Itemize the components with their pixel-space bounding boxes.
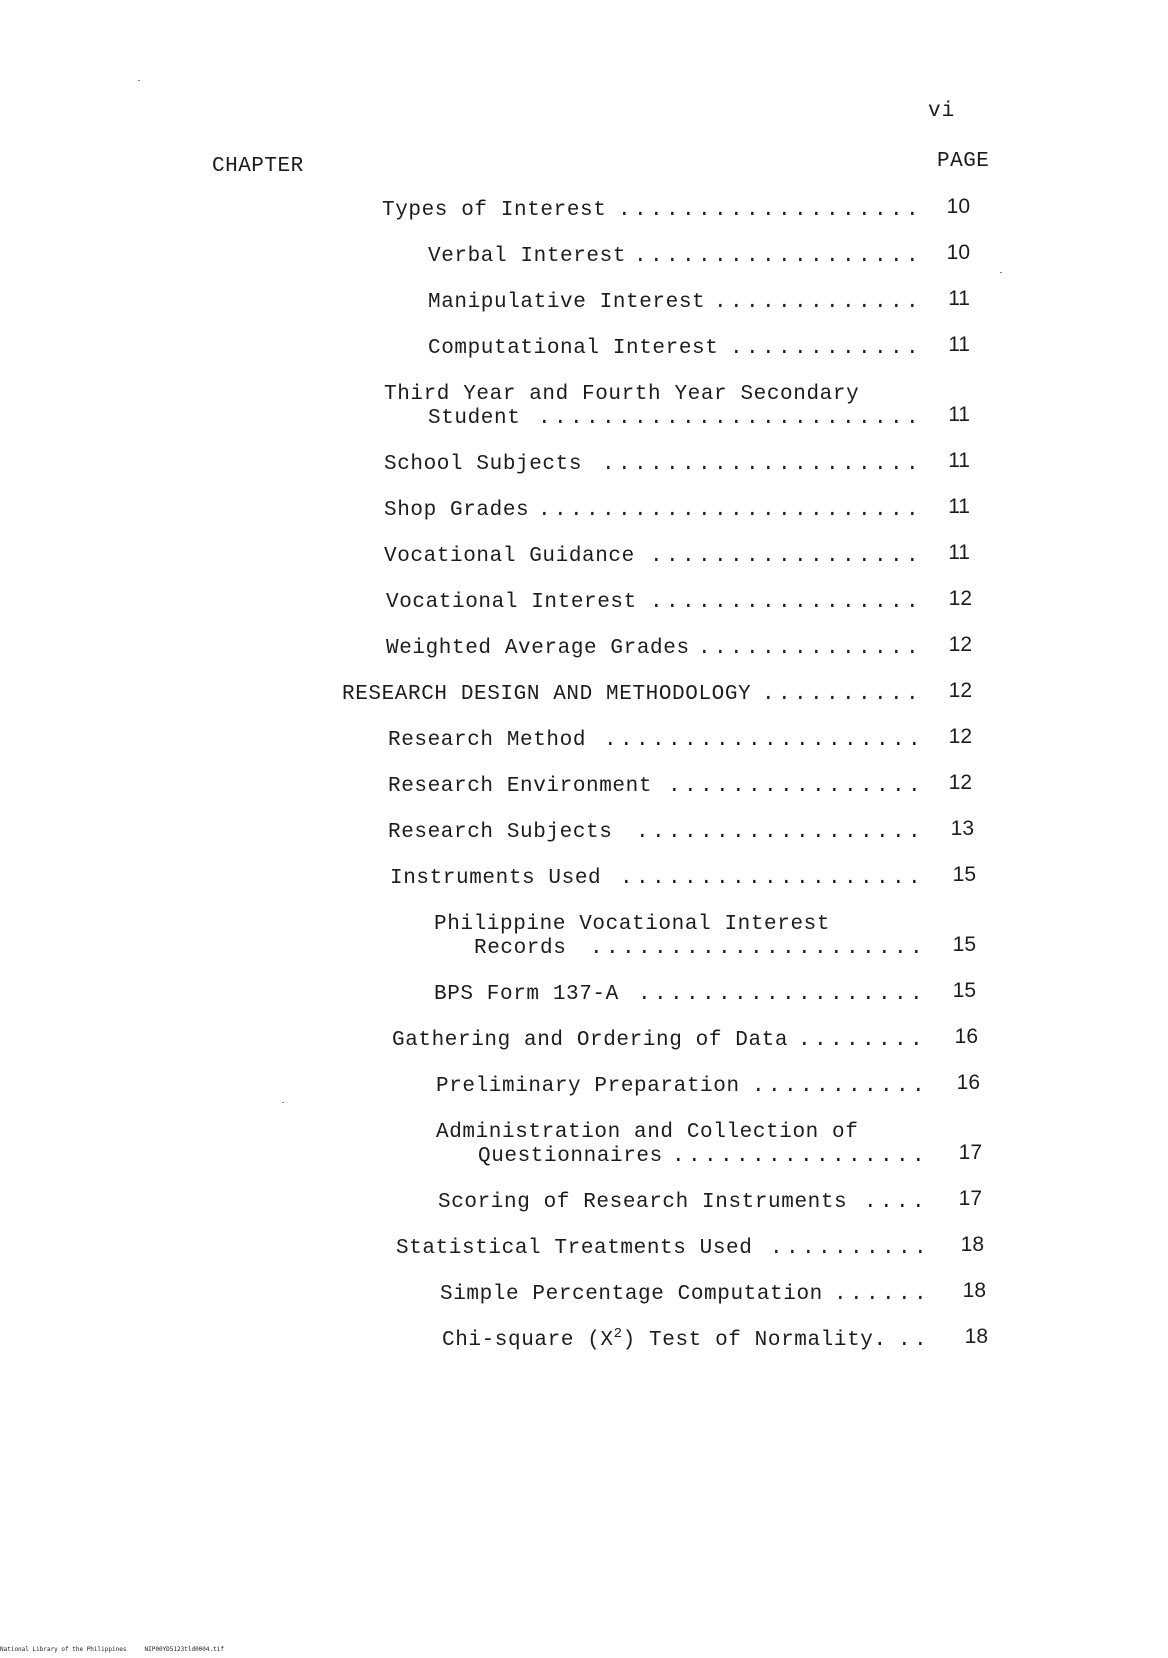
toc-entry-page: 15 [952, 863, 976, 886]
toc-entry-title: Instruments Used [390, 867, 602, 890]
toc-entry-title-continued: Student [428, 407, 521, 430]
leader-dots: ........................ [538, 407, 923, 430]
toc-entry-page: 18 [964, 1325, 988, 1348]
leader-dots: ........ [798, 1029, 927, 1052]
toc-entry-page: 18 [962, 1279, 986, 1302]
toc-entry-title: Administration and Collection of [436, 1121, 859, 1144]
toc-entry-page: 12 [948, 587, 972, 610]
toc-entry-page: 12 [948, 633, 972, 656]
leader-dots: .................... [602, 453, 923, 476]
scan-speck [1000, 272, 1002, 273]
toc-entry-title: Philippine Vocational Interest [434, 913, 831, 936]
toc-entry-title-continued: Records [474, 937, 567, 960]
toc-entry-title: Scoring of Research Instruments [438, 1191, 848, 1214]
scan-speck [138, 80, 140, 81]
leader-dots: ...... [834, 1283, 931, 1306]
toc-entry-page: 16 [956, 1071, 980, 1094]
leader-dots: .................. [638, 983, 927, 1006]
toc-entry-title: Weighted Average Grades [386, 637, 690, 660]
toc-entry-title [442, 1328, 887, 1354]
toc-entry-title: Types of Interest [382, 199, 607, 222]
toc-entry-title: Gathering and Ordering of Data [392, 1029, 789, 1052]
superscript: 2 [613, 1326, 623, 1342]
leader-dots: .................... [604, 729, 925, 752]
toc-entry-page: 11 [948, 449, 970, 472]
scan-speck [282, 1102, 284, 1103]
toc-entry-title: RESEARCH DESIGN AND METHODOLOGY [342, 683, 752, 706]
leader-dots: ........................ [538, 499, 923, 522]
toc-entry-page: 10 [946, 195, 970, 218]
chapter-heading: CHAPTER [212, 155, 304, 178]
leader-dots: .......... [770, 1237, 931, 1260]
leader-dots: ........... [752, 1075, 929, 1098]
page-number: vi [928, 100, 956, 123]
toc-entry-title: Third Year and Fourth Year Secondary [384, 383, 860, 406]
toc-entry-title: Research Method [388, 729, 587, 752]
leader-dots: .......... [762, 683, 923, 706]
toc-entry-page: 17 [958, 1141, 982, 1164]
toc-entry-page: 17 [958, 1187, 982, 1210]
toc-entry-title: Manipulative Interest [428, 291, 706, 314]
toc-entry-title: Vocational Interest [386, 591, 637, 614]
leader-dots: ................ [672, 1145, 929, 1168]
toc-entry-page: 12 [948, 679, 972, 702]
leader-dots: ............. [714, 291, 923, 314]
leader-dots: ................. [650, 591, 923, 614]
toc-entry-title: Statistical Treatments Used [396, 1237, 753, 1260]
page-heading: PAGE [937, 150, 990, 173]
toc-entry-title: Simple Percentage Computation [440, 1283, 823, 1306]
toc-entry-title: Verbal Interest [428, 245, 627, 268]
toc-entry-page: 16 [954, 1025, 978, 1048]
toc-entry-title: Computational Interest [428, 337, 719, 360]
toc-entry-title: Shop Grades [384, 499, 530, 522]
toc-entry-page: 18 [960, 1233, 984, 1256]
leader-dots: ..................... [590, 937, 927, 960]
leader-dots: .................. [636, 821, 925, 844]
toc-entry-page: 11 [948, 495, 970, 518]
toc-entry-title: Preliminary Preparation [436, 1075, 740, 1098]
leader-dots: ................ [668, 775, 925, 798]
toc-entry-title: Research Subjects [388, 821, 613, 844]
toc-entry-page: 15 [952, 979, 976, 1002]
toc-entry-title-part: Chi-square (X [442, 1329, 614, 1352]
toc-entry-page: 12 [948, 725, 972, 748]
toc-entry-page: 11 [948, 541, 970, 564]
toc-entry-title: Research Environment [388, 775, 653, 798]
toc-entry-page: 12 [948, 771, 972, 794]
leader-dots: .................. [634, 245, 923, 268]
toc-entry-page: 10 [946, 241, 970, 264]
leader-dots: ................. [650, 545, 923, 568]
toc-entry-page: 11 [948, 287, 970, 310]
toc-entry-page: 11 [948, 403, 970, 426]
toc-entry-page: 15 [952, 933, 976, 956]
leader-dots: .... [864, 1191, 929, 1214]
toc-entry-title: BPS Form 137-A [434, 983, 619, 1006]
leader-dots: ................... [618, 199, 923, 222]
leader-dots: .. [898, 1329, 931, 1352]
toc-entry-title: School Subjects [384, 453, 583, 476]
toc-entry-title: Vocational Guidance [384, 545, 635, 568]
scan-footer: National Library of the Philippines NIP00YD5123tld0004.tif [0, 1646, 224, 1653]
toc-entry-title-part: ) Test of Normality. [622, 1329, 887, 1352]
toc-entry-page: 11 [948, 333, 970, 356]
leader-dots: ................... [620, 867, 925, 890]
leader-dots: .............. [698, 637, 923, 660]
toc-entry-title-continued: Questionnaires [478, 1145, 663, 1168]
toc-entry-page: 13 [950, 817, 974, 840]
leader-dots: ............ [730, 337, 923, 360]
